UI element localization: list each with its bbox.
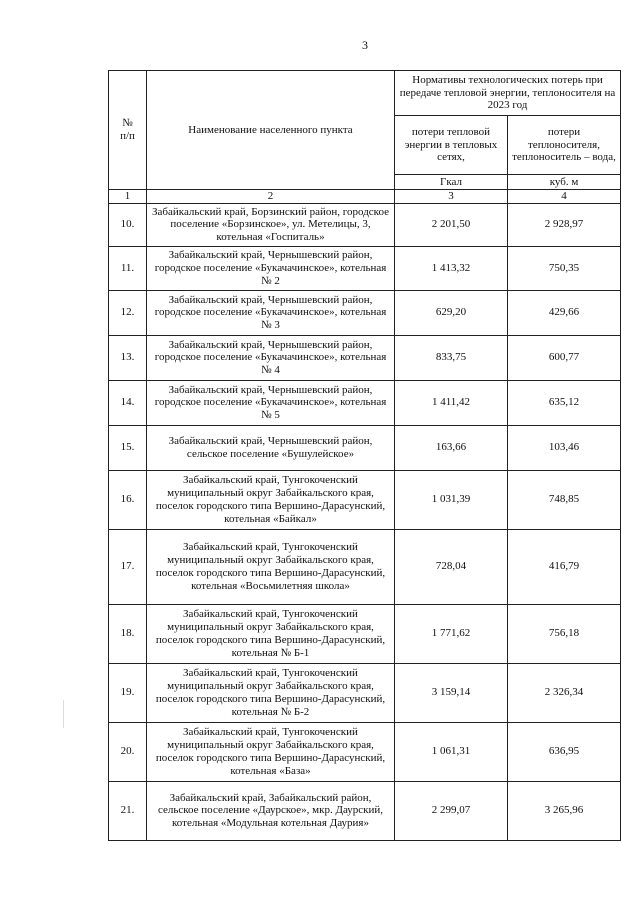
coolant-loss-value: 429,66 bbox=[508, 290, 621, 335]
header-heat-loss: потери тепловой энергии в тепловых сетях, bbox=[395, 116, 508, 175]
scan-artifact bbox=[63, 700, 64, 728]
row-number: 15. bbox=[109, 425, 147, 470]
table-row bbox=[109, 425, 621, 470]
table-row bbox=[109, 290, 621, 335]
settlement-name: Забайкальский край, Чернышевский район, сельское поселение «Бушулейское» bbox=[147, 425, 395, 470]
heat-loss-value: 1 771,62 bbox=[395, 604, 508, 663]
index-cell: 2 bbox=[147, 190, 395, 204]
table-row bbox=[109, 604, 621, 663]
index-cell: 4 bbox=[508, 190, 621, 204]
heat-loss-value: 3 159,14 bbox=[395, 663, 508, 722]
settlement-name: Забайкальский край, Чернышевский район, городское поселение «Букачачинское», котельная № 2 bbox=[147, 246, 395, 290]
loss-norms-table bbox=[108, 70, 621, 841]
header-index-row bbox=[109, 190, 621, 204]
settlement-name: Забайкальский край, Забайкальский район, сельское поселение «Даурское», мкр. Даурский, котельная «Модульная котельная Даурия» bbox=[147, 781, 395, 840]
coolant-loss-value: 103,46 bbox=[508, 425, 621, 470]
row-number: 20. bbox=[109, 722, 147, 781]
settlement-name: Забайкальский край, Чернышевский район, городское поселение «Букачачинское», котельная № 5 bbox=[147, 380, 395, 425]
table-row bbox=[109, 529, 621, 604]
coolant-loss-value: 416,79 bbox=[508, 529, 621, 604]
settlement-name: Забайкальский край, Чернышевский район, городское поселение «Букачачинское», котельная № 3 bbox=[147, 290, 395, 335]
table-row bbox=[109, 380, 621, 425]
index-cell: 1 bbox=[109, 190, 147, 204]
coolant-loss-value: 2 326,34 bbox=[508, 663, 621, 722]
heat-loss-value: 1 411,42 bbox=[395, 380, 508, 425]
coolant-loss-value: 636,95 bbox=[508, 722, 621, 781]
row-number: 21. bbox=[109, 781, 147, 840]
row-number: 12. bbox=[109, 290, 147, 335]
settlement-name: Забайкальский край, Тунгокоченский муниципальный округ Забайкальского края, поселок городского типа Вершино-Дарасунский, котельная «Байкал» bbox=[147, 470, 395, 529]
table-row bbox=[109, 470, 621, 529]
heat-loss-value: 728,04 bbox=[395, 529, 508, 604]
header-group-title: Нормативы технологических потерь при передаче тепловой энергии, теплоносителя на 2023 год bbox=[395, 71, 621, 116]
page-number: 3 bbox=[362, 38, 368, 52]
unit-coolant: куб. м bbox=[508, 175, 621, 190]
coolant-loss-value: 2 928,97 bbox=[508, 203, 621, 246]
row-number: 13. bbox=[109, 335, 147, 380]
coolant-loss-value: 600,77 bbox=[508, 335, 621, 380]
heat-loss-value: 2 299,07 bbox=[395, 781, 508, 840]
settlement-name: Забайкальский край, Тунгокоченский муниципальный округ Забайкальского края, поселок городского типа Вершино-Дарасунский, котельная «Восьмилетняя школа» bbox=[147, 529, 395, 604]
table-row bbox=[109, 335, 621, 380]
row-number: 16. bbox=[109, 470, 147, 529]
row-number: 10. bbox=[109, 203, 147, 246]
heat-loss-value: 1 061,31 bbox=[395, 722, 508, 781]
header-row-1 bbox=[109, 71, 621, 116]
table-row bbox=[109, 722, 621, 781]
index-cell: 3 bbox=[395, 190, 508, 204]
row-number: 18. bbox=[109, 604, 147, 663]
settlement-name: Забайкальский край, Чернышевский район, городское поселение «Букачачинское», котельная № 4 bbox=[147, 335, 395, 380]
table-row bbox=[109, 663, 621, 722]
heat-loss-value: 629,20 bbox=[395, 290, 508, 335]
header-num: № п/п bbox=[109, 71, 147, 190]
row-number: 17. bbox=[109, 529, 147, 604]
settlement-name: Забайкальский край, Тунгокоченский муниципальный округ Забайкальского края, поселок городского типа Вершино-Дарасунский, котельная «База» bbox=[147, 722, 395, 781]
table-row bbox=[109, 246, 621, 290]
settlement-name: Забайкальский край, Борзинский район, городское поселение «Борзинское», ул. Метелицы, 3, котельная «Госпиталь» bbox=[147, 203, 395, 246]
coolant-loss-value: 635,12 bbox=[508, 380, 621, 425]
coolant-loss-value: 3 265,96 bbox=[508, 781, 621, 840]
heat-loss-value: 2 201,50 bbox=[395, 203, 508, 246]
table-row bbox=[109, 781, 621, 840]
table-row bbox=[109, 203, 621, 246]
coolant-loss-value: 756,18 bbox=[508, 604, 621, 663]
header-name: Наименование населенного пункта bbox=[147, 71, 395, 190]
settlement-name: Забайкальский край, Тунгокоченский муниципальный округ Забайкальского края, поселок городского типа Вершино-Дарасунский, котельная № Б-1 bbox=[147, 604, 395, 663]
coolant-loss-value: 748,85 bbox=[508, 470, 621, 529]
row-number: 11. bbox=[109, 246, 147, 290]
heat-loss-value: 163,66 bbox=[395, 425, 508, 470]
row-number: 19. bbox=[109, 663, 147, 722]
heat-loss-value: 1 031,39 bbox=[395, 470, 508, 529]
coolant-loss-value: 750,35 bbox=[508, 246, 621, 290]
heat-loss-value: 1 413,32 bbox=[395, 246, 508, 290]
row-number: 14. bbox=[109, 380, 147, 425]
header-coolant-loss: потери теплоносителя, теплоноситель – вода, bbox=[508, 116, 621, 175]
settlement-name: Забайкальский край, Тунгокоченский муниципальный округ Забайкальского края, поселок городского типа Вершино-Дарасунский, котельная № Б-2 bbox=[147, 663, 395, 722]
unit-heat: Гкал bbox=[395, 175, 508, 190]
heat-loss-value: 833,75 bbox=[395, 335, 508, 380]
